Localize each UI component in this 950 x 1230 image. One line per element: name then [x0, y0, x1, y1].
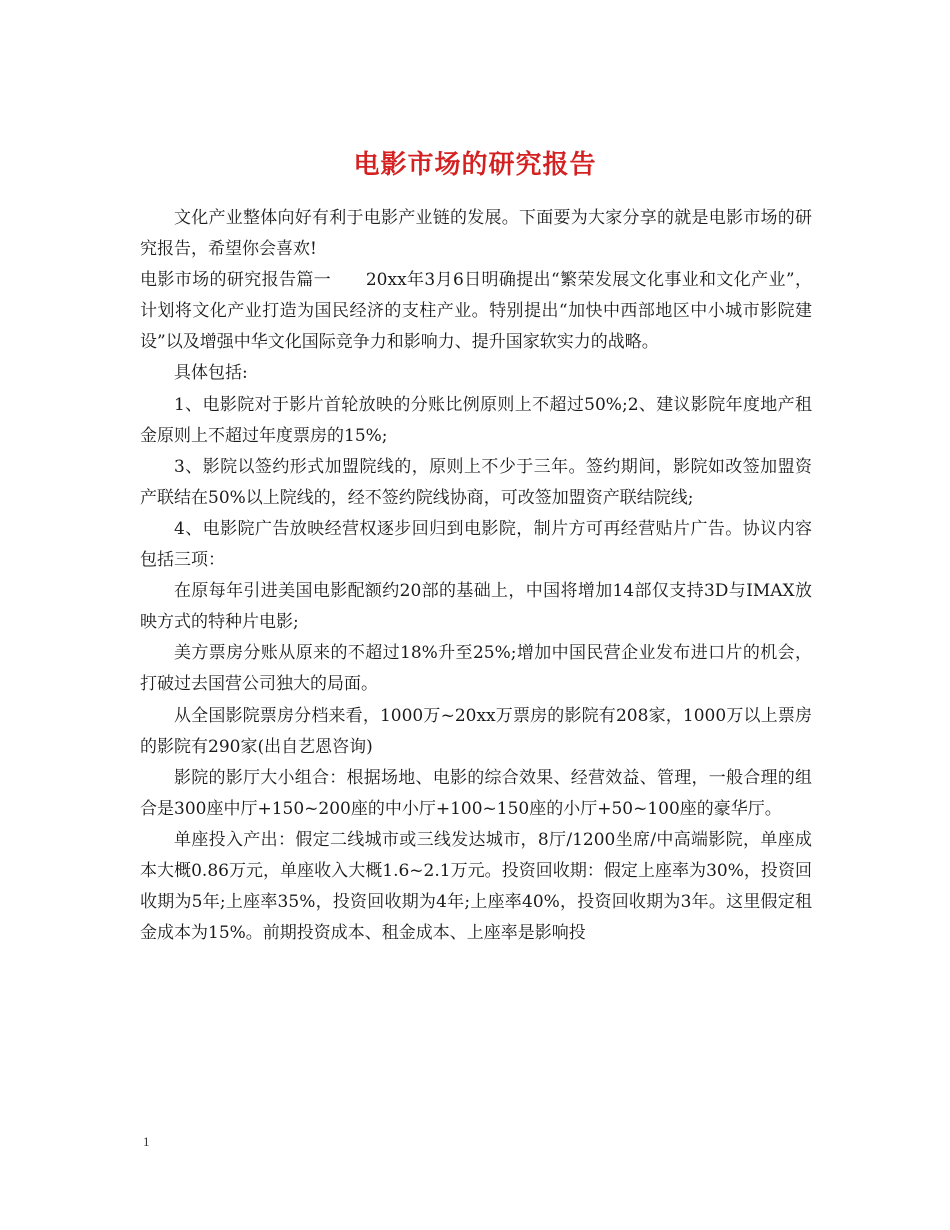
paragraph-section-heading: 电影市场的研究报告篇一 20xx年3月6日明确提出“繁荣发展文化事业和文化产业”，计划将文化产业打造为国民经济的支柱产业。特别提出“加快中西部地区中小城市影院建设”以及增强中华文化国际竞争力和影响力、提升国家软实力的战略。	[140, 270, 812, 353]
paragraph: 在原每年引进美国电影配额约20部的基础上，中国将增加14部仅支持3D与IMAX放映方式的特种片电影;	[140, 581, 812, 633]
paragraph: 从全国影院票房分档来看，1000万~20xx万票房的影院有208家，1000万以上票房的影院有290家(出自艺恩咨询)	[140, 705, 812, 757]
paragraph-intro: 文化产业整体向好有利于电影产业链的发展。下面要为大家分享的就是电影市场的研究报告，希望你会喜欢!	[140, 208, 812, 260]
paragraph: 4、电影院广告放映经营权逐步回归到电影院，制片方可再经营贴片广告。协议内容包括三项：	[140, 518, 812, 571]
paragraph: 单座投入产出：假定二线城市或三线发达城市，8厅/1200坐席/中高端影院，单座成本大概0.86万元，单座收入大概1.6~2.1万元。投资回收期：假定上座率为30%，投资回收期为5年;上座率35%，投资回收期为4年;上座率40%，投资回收期为3年。这里假定租金成本为15%。前期投资成本、租金成本、上座率是影响投	[140, 829, 812, 944]
paragraph: 美方票房分账从原来的不超过18%升至25%;增加中国民营企业发布进口片的机会，打破过去国营公司独大的局面。	[140, 643, 812, 695]
paragraph: 影院的影厅大小组合：根据场地、电影的综合效果、经营效益、管理，一般合理的组合是300座中厅+150~200座的中小厅+100~150座的小厅+50~100座的豪华厅。	[140, 767, 812, 819]
paragraph: 3、影院以签约形式加盟院线的，原则上不少于三年。签约期间，影院如改签加盟资产联结在50%以上院线的，经不签约院线协商，可改签加盟资产联结院线;	[140, 456, 812, 508]
document-body	[140, 203, 812, 949]
paragraph: 1、电影院对于影片首轮放映的分账比例原则上不超过50%;2、建议影院年度地产租金原则上不超过年度票房的15%;	[140, 394, 812, 446]
document-title: 电影市场的研究报告	[353, 150, 597, 181]
paragraph: 具体包括:	[174, 363, 248, 384]
page-number: 1	[143, 1134, 150, 1149]
